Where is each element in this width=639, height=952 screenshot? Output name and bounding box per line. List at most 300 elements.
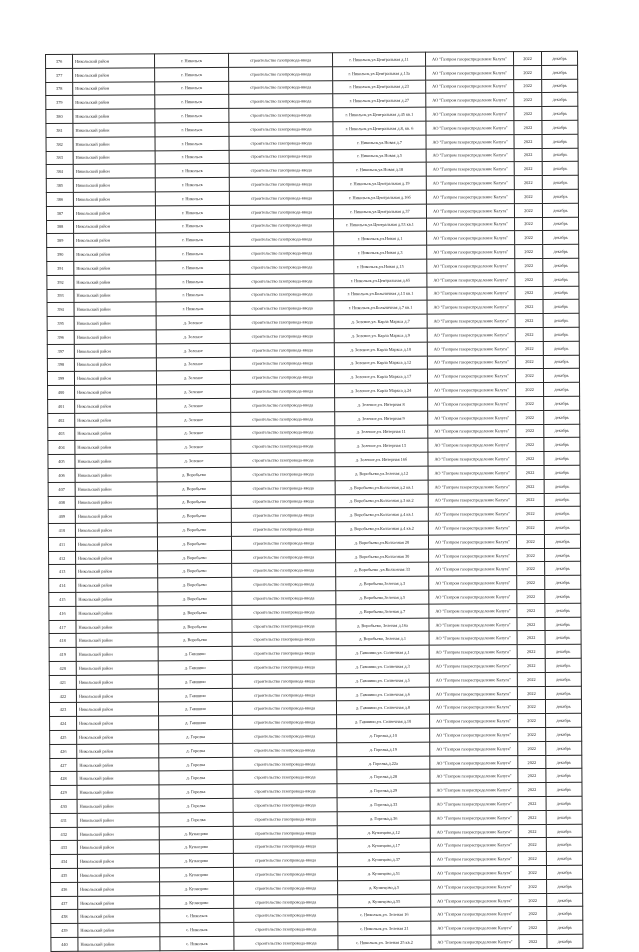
address-cell: д. Зеленое,ул. Карла Маркса д.17: [334, 369, 427, 383]
work-type-cell: строительство газопровода-ввода: [234, 908, 338, 922]
month-cell: декабрь: [544, 493, 580, 507]
year-cell: 2022: [518, 741, 546, 755]
address-cell: д. Горелка,д.29: [337, 783, 430, 797]
year-cell: 2022: [517, 548, 545, 562]
month-cell: декабрь: [547, 879, 583, 893]
address-cell: д. Воробьево,ул.Зеленая д.12: [335, 466, 428, 480]
address-cell: г. Никольск,ул.Новая д.3: [334, 245, 427, 259]
address-cell: д. Горелка,д.19: [337, 742, 430, 756]
work-type-cell: строительство газопровода-ввода: [231, 425, 335, 439]
row-number: 379: [46, 96, 73, 110]
work-type-cell: строительство газопровода-ввода: [232, 660, 336, 674]
year-cell: 2022: [517, 686, 545, 700]
settlement-cell: д. Воробьево: [157, 481, 231, 495]
year-cell: 2022: [516, 452, 544, 466]
work-type-cell: строительство газопровода-ввода: [230, 370, 334, 384]
contractor-cell: АО "Газпром газораспределение Калуга": [430, 824, 518, 838]
row-number: 416: [49, 606, 76, 620]
address-cell: с. Никольск,ул. Зеленая 25 кв.2: [338, 935, 431, 949]
settlement-cell: д. Гавшино: [158, 647, 232, 661]
year-cell: 2022: [518, 852, 546, 866]
month-cell: декабрь: [547, 893, 583, 907]
contractor-cell: АО "Газпром газораспределение Калуга": [429, 548, 517, 562]
row-number: 390: [47, 247, 74, 261]
row-number: 392: [47, 275, 74, 289]
district-cell: Никольский район: [77, 826, 159, 840]
district-cell: Никольский район: [76, 551, 158, 565]
district-cell: Никольский район: [77, 771, 159, 785]
year-cell: 2022: [514, 120, 542, 134]
year-cell: 2022: [519, 907, 547, 921]
contractor-cell: АО "Газпром газораспределение Калуга": [427, 286, 515, 300]
row-number: 386: [46, 192, 73, 206]
year-cell: 2022: [516, 424, 544, 438]
address-cell: д. Кузнецово,д.5: [338, 880, 431, 894]
contractor-cell: АО "Газпром газораспределение Калуга": [426, 79, 514, 93]
year-cell: 2022: [517, 590, 545, 604]
work-type-cell: строительство газопровода-ввода: [231, 439, 335, 453]
work-type-cell: строительство газопровода-ввода: [232, 591, 336, 605]
address-cell: г. Никольск,ул.Центральная д.23: [333, 80, 426, 94]
contractor-cell: АО "Газпром газораспределение Калуга": [426, 107, 514, 121]
month-cell: декабрь: [545, 658, 581, 672]
year-cell: 2022: [516, 534, 544, 548]
year-cell: 2022: [518, 838, 546, 852]
contractor-cell: АО "Газпром газораспределение Калуга": [429, 576, 517, 590]
settlement-cell: г. Никольск: [156, 247, 230, 261]
contractor-cell: АО "Газпром газораспределение Калуга": [428, 493, 516, 507]
year-cell: 2022: [515, 286, 543, 300]
work-type-cell: строительство газопровода-ввода: [229, 163, 333, 177]
contractor-cell: АО "Газпром газораспределение Калуга": [426, 203, 514, 217]
address-cell: д. Воробьево,ул.Колхозная д.2 кв.1: [335, 480, 428, 494]
settlement-cell: г. Никольск: [155, 178, 229, 192]
row-number: 423: [49, 703, 76, 717]
district-cell: Никольский район: [77, 744, 159, 758]
month-cell: декабрь: [546, 769, 582, 783]
month-cell: декабрь: [545, 603, 581, 617]
district-cell: Никольский район: [77, 868, 159, 882]
district-cell: Никольский район: [73, 150, 155, 164]
district-cell: Никольский район: [76, 675, 158, 689]
work-type-cell: строительство газопровода-ввода: [229, 122, 333, 136]
month-cell: декабрь: [546, 865, 582, 879]
contractor-cell: АО "Газпром газораспределение Калуга": [428, 452, 516, 466]
work-type-cell: строительство газопровода-ввода: [230, 260, 334, 274]
row-number: 393: [47, 289, 74, 303]
work-type-cell: строительство газопровода-ввода: [233, 867, 337, 881]
district-cell: Никольский район: [78, 937, 160, 951]
settlement-cell: д. Воробьево: [158, 633, 232, 647]
district-cell: Никольский район: [76, 661, 158, 675]
district-cell: Никольский район: [73, 206, 155, 220]
row-number: 389: [47, 234, 74, 248]
settlement-cell: д. Зеленое: [156, 357, 230, 371]
work-type-cell: строительство газопровода-ввода: [231, 467, 335, 481]
work-type-cell: строительство газопровода-ввода: [234, 881, 338, 895]
row-number: 433: [50, 841, 77, 855]
address-cell: д. Зеленое,ул. Интерная 16б: [335, 452, 428, 466]
row-number: 387: [46, 206, 73, 220]
district-cell: Никольский район: [75, 426, 157, 440]
settlement-cell: г. Никольск: [155, 53, 229, 67]
settlement-cell: г. Никольск: [156, 274, 230, 288]
address-cell: д. Зеленое,ул. Карла Маркса д.12: [334, 356, 427, 370]
settlement-cell: г. Никольск: [156, 219, 230, 233]
contractor-cell: АО "Газпром газораспределение Калуга": [427, 328, 515, 342]
settlement-cell: д. Воробьево: [157, 467, 231, 481]
settlement-cell: г. Никольск: [155, 67, 229, 81]
settlement-cell: г. Никольск: [155, 109, 229, 123]
row-number: 383: [46, 151, 73, 165]
contractor-cell: АО "Газпром газораспределение Калуга": [428, 466, 516, 480]
settlement-cell: д. Кузнецово: [159, 867, 233, 881]
row-number: 406: [48, 468, 75, 482]
row-number: 418: [49, 634, 76, 648]
month-cell: декабрь: [546, 851, 582, 865]
settlement-cell: г. Никольск: [155, 122, 229, 136]
work-type-cell: строительство газопровода-ввода: [229, 177, 333, 191]
year-cell: 2022: [515, 300, 543, 314]
year-cell: 2022: [513, 51, 541, 65]
work-type-cell: строительство газопровода-ввода: [232, 701, 336, 715]
work-type-cell: строительство газопровода-ввода: [231, 522, 335, 536]
district-cell: Никольский район: [74, 316, 156, 330]
settlement-cell: д. Воробьево: [157, 536, 231, 550]
month-cell: декабрь: [542, 120, 578, 134]
year-cell: 2022: [514, 148, 542, 162]
row-number: 401: [48, 399, 75, 413]
district-cell: Никольский район: [75, 454, 157, 468]
year-cell: 2022: [515, 231, 543, 245]
settlement-cell: д. Воробьево: [158, 564, 232, 578]
contractor-cell: АО "Газпром газораспределение Калуга": [427, 231, 515, 245]
district-cell: Никольский район: [75, 468, 157, 482]
work-type-cell: строительство газопровода-ввода: [229, 191, 333, 205]
year-cell: 2022: [516, 479, 544, 493]
contractor-cell: АО "Газпром газораспределение Калуга": [431, 907, 519, 921]
address-cell: д. Зеленое,ул. Карла Маркса д.10: [334, 342, 427, 356]
address-cell: д. Гавшино,ул. Солнечная д.3: [336, 659, 429, 673]
address-cell: г. Никольск,ул.Центральная д.19: [333, 176, 426, 190]
district-cell: Никольский район: [74, 357, 156, 371]
month-cell: декабрь: [542, 106, 578, 120]
work-type-cell: строительство газопровода-ввода: [230, 246, 334, 260]
month-cell: декабрь: [545, 631, 581, 645]
contractor-cell: АО "Газпром газораспределение Калуга": [428, 507, 516, 521]
address-cell: д. Воробьево,ул.Колхозная 20: [335, 535, 428, 549]
district-cell: Никольский район: [76, 647, 158, 661]
row-number: 415: [49, 592, 76, 606]
row-number: 408: [48, 496, 75, 510]
row-number: 422: [49, 689, 76, 703]
month-cell: декабрь: [543, 286, 579, 300]
work-type-cell: строительство газопровода-ввода: [234, 894, 338, 908]
month-cell: декабрь: [542, 189, 578, 203]
work-type-cell: строительство газопровода-ввода: [232, 549, 336, 563]
month-cell: декабрь: [544, 382, 580, 396]
settlement-cell: д. Кузнецово: [159, 826, 233, 840]
contractor-cell: АО "Газпром газораспределение Калуга": [429, 659, 517, 673]
settlement-cell: г. Никольск: [156, 233, 230, 247]
year-cell: 2022: [516, 465, 544, 479]
contractor-cell: АО "Газпром газораспределение Калуга": [429, 604, 517, 618]
work-type-cell: строительство газопровода-ввода: [233, 812, 337, 826]
settlement-cell: д. Гавшино: [158, 674, 232, 688]
row-number: 399: [47, 372, 74, 386]
settlement-cell: д. Горелка: [159, 757, 233, 771]
settlement-cell: г. Никольск: [155, 136, 229, 150]
month-cell: декабрь: [543, 341, 579, 355]
district-cell: Никольский район: [75, 495, 157, 509]
year-cell: 2022: [519, 921, 547, 935]
row-number: 382: [46, 137, 73, 151]
district-cell: Никольский район: [76, 633, 158, 647]
district-cell: Никольский район: [76, 688, 158, 702]
row-number: 434: [50, 855, 77, 869]
year-cell: 2022: [518, 796, 546, 810]
month-cell: декабрь: [544, 396, 580, 410]
year-cell: 2022: [514, 107, 542, 121]
address-cell: д. Гавшино,ул. Солнечная д.1: [336, 645, 429, 659]
address-cell: г. Никольск,ул.Центральная д.37: [333, 204, 426, 218]
contractor-cell: АО "Газпром газораспределение Калуга": [426, 176, 514, 190]
year-cell: 2022: [519, 893, 547, 907]
contractor-cell: АО "Газпром газораспределение Калуга": [427, 341, 515, 355]
year-cell: 2022: [514, 176, 542, 190]
year-cell: 2022: [518, 865, 546, 879]
year-cell: 2022: [518, 783, 546, 797]
district-cell: Никольский район: [73, 68, 155, 82]
row-number: 440: [51, 937, 78, 951]
district-cell: Никольский район: [74, 247, 156, 261]
address-cell: д. Воробьево,Зеленая д.3: [336, 576, 429, 590]
month-cell: декабрь: [542, 203, 578, 217]
year-cell: 2022: [515, 355, 543, 369]
contractor-cell: АО "Газпром газораспределение Калуга": [430, 797, 518, 811]
address-cell: д. Зеленое,ул. Карла Маркса д.9: [334, 328, 427, 342]
work-type-cell: строительство газопровода-ввода: [229, 205, 333, 219]
district-cell: Никольский район: [74, 219, 156, 233]
work-type-cell: строительство газопровода-ввода: [232, 563, 336, 577]
district-cell: Никольский район: [75, 413, 157, 427]
row-number: 436: [51, 882, 78, 896]
district-cell: Никольский район: [74, 302, 156, 316]
district-cell: Никольский район: [77, 854, 159, 868]
district-cell: Никольский район: [78, 895, 160, 909]
work-type-cell: строительство газопровода-ввода: [230, 232, 334, 246]
address-cell: г. Никольск,ул.Больничная д.7 кв.1: [334, 301, 427, 315]
year-cell: 2022: [514, 79, 542, 93]
year-cell: 2022: [518, 769, 546, 783]
contractor-cell: АО "Газпром газораспределение Калуга": [428, 438, 516, 452]
district-cell: Никольский район: [76, 702, 158, 716]
address-cell: д. Зеленое,ул. Интерная 13: [335, 438, 428, 452]
year-cell: 2022: [515, 258, 543, 272]
settlement-cell: г. Никольск: [155, 191, 229, 205]
row-number: 404: [48, 441, 75, 455]
contractor-cell: АО "Газпром газораспределение Калуга": [431, 921, 519, 935]
month-cell: декабрь: [546, 796, 582, 810]
settlement-cell: д. Зеленое: [157, 398, 231, 412]
contractor-cell: АО "Газпром газораспределение Калуга": [430, 866, 518, 880]
work-type-cell: строительство газопровода-ввода: [229, 80, 333, 94]
work-type-cell: строительство газопровода-ввода: [233, 825, 337, 839]
address-cell: г. Никольск,ул.Больничная д.13 кв.1: [334, 287, 427, 301]
contractor-cell: АО "Газпром газораспределение Калуга": [428, 521, 516, 535]
contractor-cell: АО "Газпром газораспределение Калуга": [427, 217, 515, 231]
row-number: 405: [48, 454, 75, 468]
settlement-cell: д. Гавшино: [158, 688, 232, 702]
document-sheet: [45, 51, 582, 947]
year-cell: 2022: [516, 507, 544, 521]
row-number: 414: [49, 579, 76, 593]
work-type-cell: строительство газопровода-ввода: [233, 839, 337, 853]
district-cell: Никольский район: [77, 730, 159, 744]
contractor-cell: АО "Газпром газораспределение Калуга": [430, 769, 518, 783]
contractor-cell: АО "Газпром газораспределение Калуга": [430, 755, 518, 769]
row-number: 435: [50, 868, 77, 882]
contractor-cell: АО "Газпром газораспределение Калуга": [431, 935, 519, 949]
work-type-cell: строительство газопровода-ввода: [231, 453, 335, 467]
year-cell: 2022: [516, 383, 544, 397]
month-cell: декабрь: [543, 327, 579, 341]
settlement-cell: д. Кузнецово: [160, 895, 234, 909]
contractor-cell: АО "Газпром газораспределение Калуга": [427, 272, 515, 286]
address-cell: д. Горелка,д.33: [337, 797, 430, 811]
address-cell: г. Никольск,ул.Центральная д.13а: [333, 66, 426, 80]
year-cell: 2022: [518, 755, 546, 769]
contractor-cell: АО "Газпром газораспределение Калуга": [429, 686, 517, 700]
address-cell: с. Никольск,ул. Зеленая 16: [338, 908, 431, 922]
district-cell: Никольский район: [76, 592, 158, 606]
row-number: 388: [47, 220, 74, 234]
district-cell: Никольский район: [73, 137, 155, 151]
address-cell: д. Горелка,д.22а: [337, 756, 430, 770]
year-cell: 2022: [517, 645, 545, 659]
settlement-cell: г. Никольск: [156, 302, 230, 316]
contractor-cell: АО "Газпром газораспределение Калуга": [429, 700, 517, 714]
row-number: 400: [48, 385, 75, 399]
contractor-cell: АО "Газпром газораспределение Калуга": [429, 590, 517, 604]
settlement-cell: г. Никольск: [156, 260, 230, 274]
month-cell: декабрь: [545, 562, 581, 576]
work-type-cell: строительство газопровода-ввода: [229, 67, 333, 81]
settlement-cell: д. Гавшино: [158, 660, 232, 674]
district-cell: Никольский район: [74, 288, 156, 302]
row-number: 384: [46, 165, 73, 179]
address-cell: г. Никольск,ул.Новая д.15: [334, 259, 427, 273]
address-cell: д. Воробьево, Зеленая д.1: [336, 632, 429, 646]
month-cell: декабрь: [544, 451, 580, 465]
work-type-cell: строительство газопровода-ввода: [233, 743, 337, 757]
contractor-cell: АО "Газпром газораспределение Калуга": [430, 783, 518, 797]
settlement-cell: д. Горелка: [159, 771, 233, 785]
work-type-cell: строительство газопровода-ввода: [233, 715, 337, 729]
work-type-cell: строительство газопровода-ввода: [234, 922, 338, 936]
contractor-cell: АО "Газпром газораспределение Калуга": [429, 631, 517, 645]
contractor-cell: АО "Газпром газораспределение Калуга": [429, 645, 517, 659]
year-cell: 2022: [516, 521, 544, 535]
address-cell: д. Гавшино,ул. Солнечная д.5: [336, 673, 429, 687]
district-cell: Никольский район: [75, 482, 157, 496]
month-cell: декабрь: [543, 258, 579, 272]
district-cell: Никольский район: [73, 95, 155, 109]
settlement-cell: д. Воробьево: [158, 550, 232, 564]
year-cell: 2022: [519, 879, 547, 893]
work-type-cell: строительство газопровода-ввода: [230, 329, 334, 343]
row-number: 385: [46, 179, 73, 193]
settlement-cell: д. Воробьево: [157, 509, 231, 523]
settlement-cell: с. Никольск: [160, 923, 234, 937]
row-number: 402: [48, 413, 75, 427]
work-type-cell: строительство газопровода-ввода: [232, 687, 336, 701]
contractor-cell: АО "Газпром газораспределение Калуга": [426, 65, 514, 79]
row-number: 413: [49, 565, 76, 579]
district-cell: Никольский район: [75, 509, 157, 523]
contractor-cell: АО "Газпром газораспределение Калуга": [427, 300, 515, 314]
month-cell: декабрь: [545, 589, 581, 603]
month-cell: декабрь: [544, 479, 580, 493]
district-cell: Никольский район: [74, 330, 156, 344]
district-cell: Никольский район: [74, 275, 156, 289]
contractor-cell: АО "Газпром газораспределение Калуга": [427, 259, 515, 273]
address-cell: д. Зеленое,ул. Карла Маркса д.24: [335, 383, 428, 397]
settlement-cell: д. Воробьево: [158, 605, 232, 619]
work-type-cell: строительство газопровода-ввода: [232, 577, 336, 591]
month-cell: декабрь: [545, 576, 581, 590]
address-cell: г. Никольск,ул.Новая д.5: [333, 149, 426, 163]
work-type-cell: строительство газопровода-ввода: [231, 508, 335, 522]
month-cell: декабрь: [546, 810, 582, 824]
row-number: 411: [48, 537, 75, 551]
work-type-cell: строительство газопровода-ввода: [229, 94, 333, 108]
address-cell: д. Гавшино,ул. Солнечная д.10: [337, 714, 430, 728]
district-cell: Никольский район: [75, 385, 157, 399]
row-number: 407: [48, 482, 75, 496]
district-cell: Никольский район: [73, 164, 155, 178]
year-cell: 2022: [519, 934, 547, 948]
address-cell: д. Воробьево,ул.Колхозная д.4 кв.2: [335, 521, 428, 535]
month-cell: декабрь: [547, 934, 583, 948]
district-cell: Никольский район: [77, 813, 159, 827]
row-number: 426: [50, 744, 77, 758]
address-cell: г. Никольск,ул.Новая д.7: [333, 135, 426, 149]
year-cell: 2022: [514, 162, 542, 176]
address-cell: д. Зеленое,ул. Интерная 8: [335, 397, 428, 411]
row-number: 410: [48, 523, 75, 537]
settlement-cell: д. Гавшино: [158, 702, 232, 716]
settlement-cell: д. Зеленое: [156, 316, 230, 330]
month-cell: декабрь: [546, 824, 582, 838]
month-cell: декабрь: [542, 93, 578, 107]
month-cell: декабрь: [542, 65, 578, 79]
district-cell: Никольский район: [75, 440, 157, 454]
address-cell: г. Никольск,ул.Центральная д.65: [334, 273, 427, 287]
year-cell: 2022: [515, 272, 543, 286]
district-cell: Никольский район: [76, 564, 158, 578]
contractor-cell: АО "Газпром газораспределение Калуга": [426, 148, 514, 162]
month-cell: декабрь: [543, 313, 579, 327]
year-cell: 2022: [516, 493, 544, 507]
work-type-cell: строительство газопровода-ввода: [233, 756, 337, 770]
year-cell: 2022: [516, 410, 544, 424]
month-cell: декабрь: [542, 175, 578, 189]
settlement-cell: д. Зеленое: [156, 329, 230, 343]
district-cell: Никольский район: [77, 799, 159, 813]
district-cell: Никольский район: [73, 81, 155, 95]
district-cell: Никольский район: [73, 123, 155, 137]
